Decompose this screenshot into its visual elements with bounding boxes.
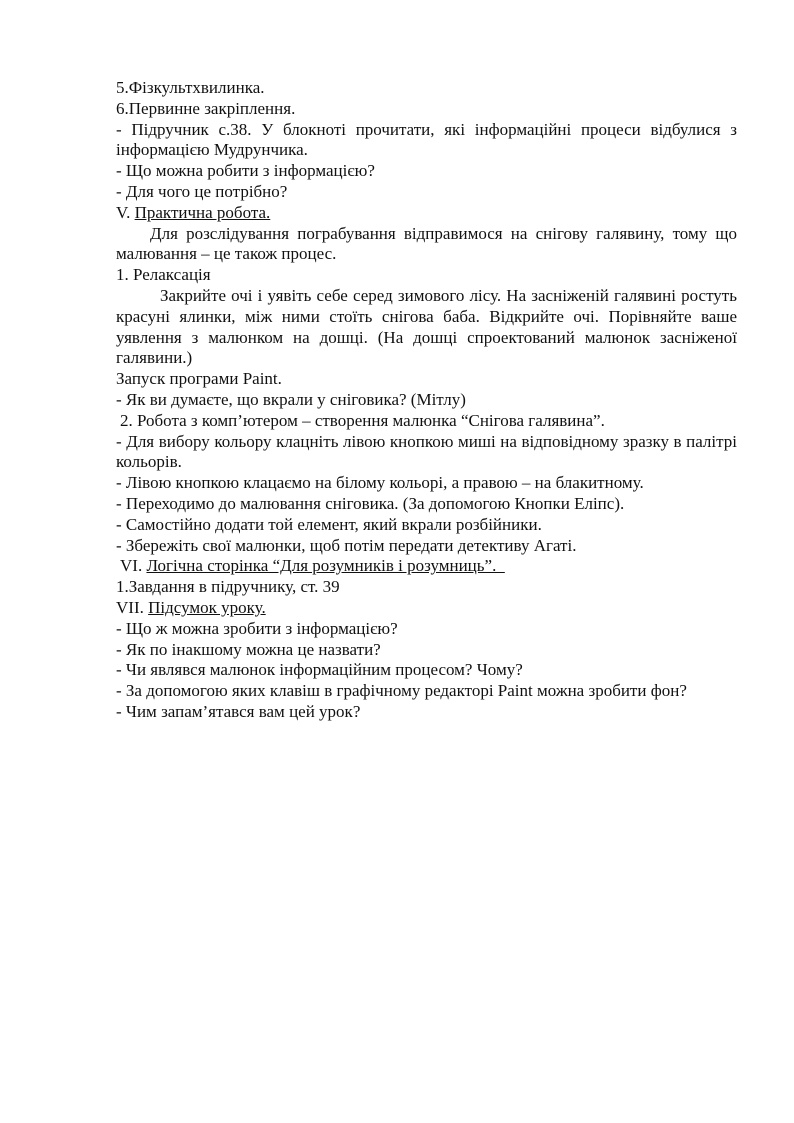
text-line: 1. Релаксація	[116, 265, 211, 285]
text-line: - Що ж можна зробити з інформацією?	[116, 618, 398, 638]
text-paragraph: - Для вибору кольору клацніть лівою кнопкою миші на відповідному зразку в палітрі кольорів.	[116, 431, 737, 472]
text-line: - Збережіть свої малюнки, щоб потім передати детективу Агаті.	[116, 535, 577, 555]
section-number: VI.	[120, 556, 147, 576]
text-line: - Лівою кнопкою клацаємо на білому кольорі, а правою – на блакитному.	[116, 473, 644, 493]
text-line: - Самостійно додати той елемент, який вкрали розбійники.	[116, 514, 542, 534]
text-line: - Для чого це потрібно?	[116, 181, 288, 201]
document-page	[116, 78, 737, 723]
section-number: V.	[116, 202, 135, 222]
text-paragraph: Для розслідування пограбування відправимося на снігову галявину, тому що малювання – це також процес.	[116, 223, 737, 264]
text-line: - Що можна робити з інформацією?	[116, 161, 375, 181]
text-line: 5.Фізкультхвилинка.	[116, 78, 265, 97]
section-heading	[116, 556, 737, 577]
section-title: Підсумок уроку.	[148, 597, 266, 617]
text-line: 2. Робота з комп’ютером – створення малюнка “Снігова галявина”.	[120, 410, 605, 430]
text-paragraph: - Підручник с.38. У блокноті прочитати, які інформаційні процеси відбулися з інформацією Мудрунчика.	[116, 119, 737, 160]
text-line: - Чим запам’ятався вам цей урок?	[116, 701, 361, 721]
text-line: 6.Первинне закріплення.	[116, 98, 296, 118]
text-paragraph: Закрийте очі і уявіть себе серед зимового лісу. На засніженій галявині ростуть красуні ялинки, між ними стоїть снігова баба. Відкрийте очі. Порівняйте ваше уявлення з малюнком на дошці. (На дошці спроектований малюнок засніженої галявини.)	[116, 285, 737, 368]
text-line: - Як ви думаєте, що вкрали у сніговика? (Мітлу)	[116, 389, 466, 409]
text-line: - Як по інакшому можна це назвати?	[116, 639, 381, 659]
text-paragraph: - За допомогою яких клавіш в графічному редакторі Paint можна зробити фон?	[116, 681, 687, 701]
section-title: Практична робота.	[134, 202, 271, 222]
text-line: - Переходимо до малювання сніговика. (За допомогою Кнопки Еліпс).	[116, 493, 625, 513]
section-title: Логічна сторінка “Для розумників і розумниць”.	[146, 556, 505, 576]
section-heading	[116, 598, 737, 619]
text-line: 1.Завдання в підручнику, ст. 39	[116, 577, 340, 597]
text-line: Запуск програми Paint.	[116, 369, 282, 389]
section-heading	[116, 203, 737, 224]
text-line: - Чи являвся малюнок інформаційним процесом? Чому?	[116, 660, 523, 680]
section-number: VII.	[116, 597, 149, 617]
